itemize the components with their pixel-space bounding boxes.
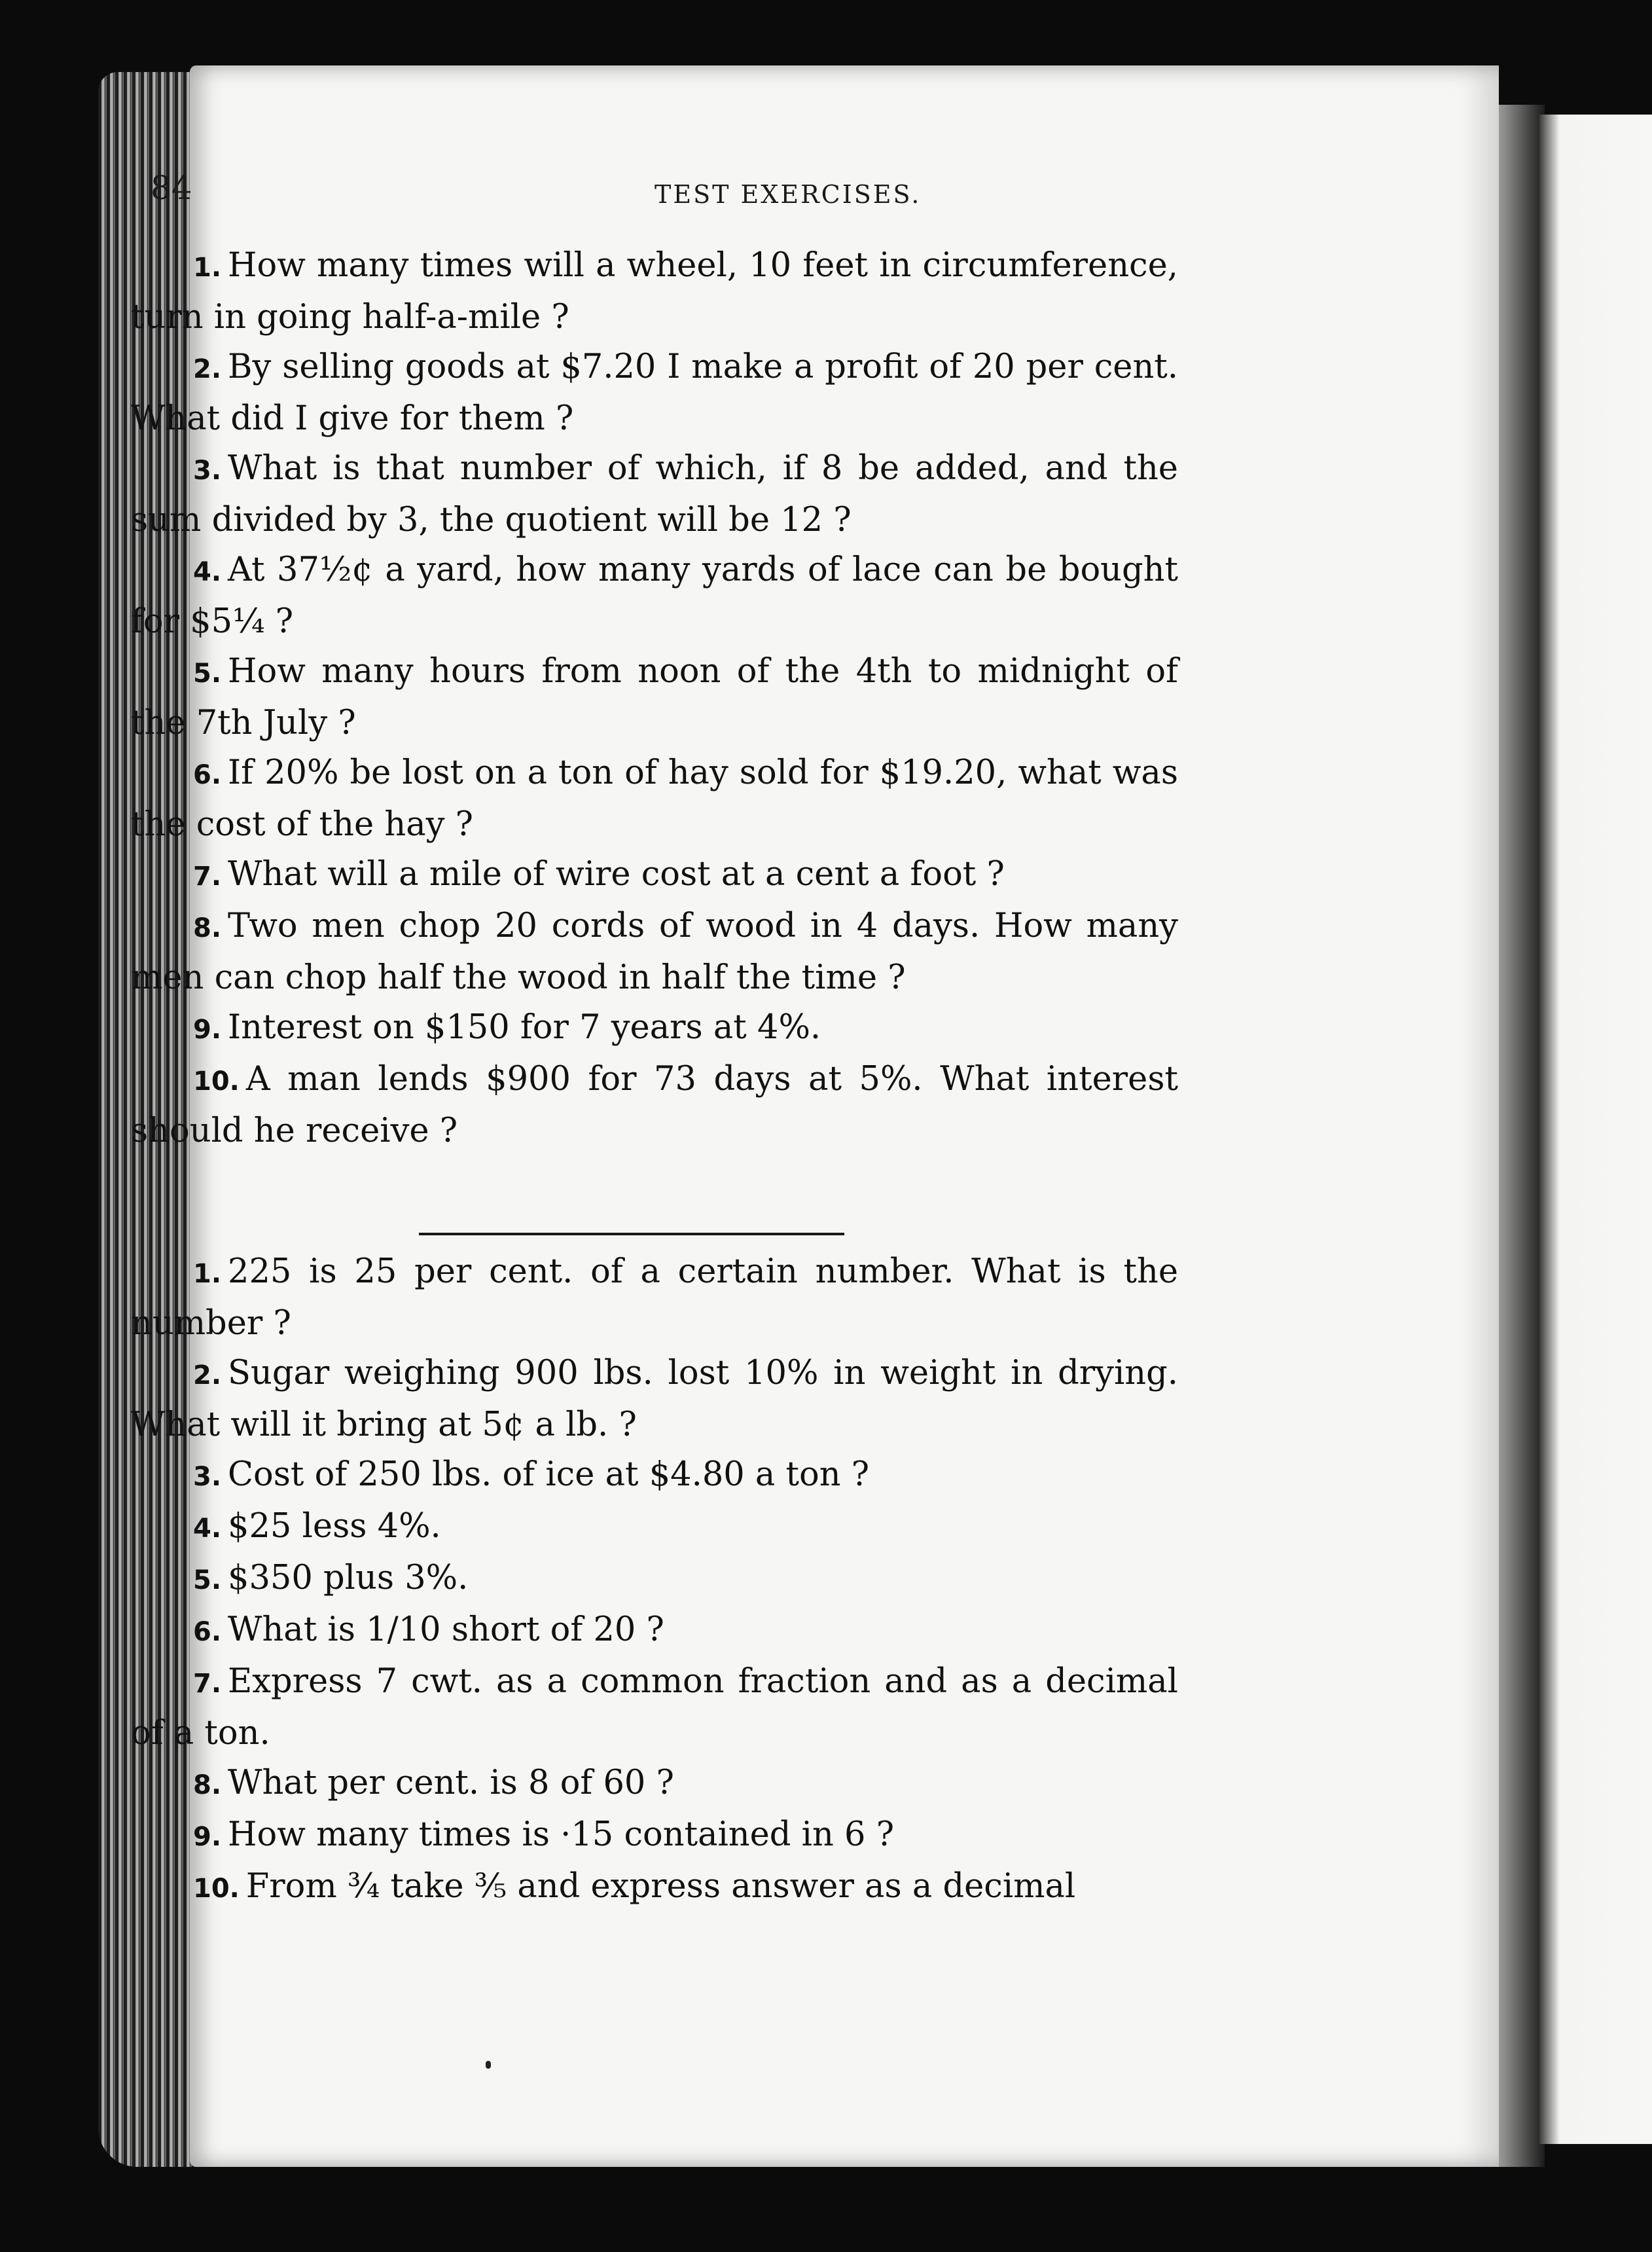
exercise-text: $25 less 4%. [228, 1507, 441, 1546]
exercise-text: How many times will a wheel, 10 feet in circumference, turn in going half-a-mile ? [131, 246, 1178, 336]
exercise-text: At 37½¢ a yard, how many yards of lace can be bought for $5¼ ? [131, 551, 1178, 641]
exercise-item [131, 647, 1178, 748]
exercise-number: 3. [193, 456, 222, 486]
exercise-item [131, 1810, 1178, 1862]
exercise-number: 6. [193, 760, 222, 790]
page-number: 84 [151, 169, 192, 207]
exercise-number: 7. [193, 1669, 222, 1699]
exercise-set-two [131, 1247, 1178, 1914]
exercise-item [131, 1758, 1178, 1810]
ink-speck [486, 2061, 491, 2069]
exercise-number: 6. [193, 1617, 222, 1647]
exercise-number: 8. [193, 1770, 222, 1800]
exercise-text: What is that number of which, if 8 be added, and the sum divided by 3, the quotient will be 12 ? [131, 449, 1178, 539]
exercise-number: 10. [193, 1066, 240, 1097]
exercise-text: Cost of 250 lbs. of ice at $4.80 a ton ? [228, 1455, 870, 1494]
exercise-item [131, 901, 1178, 1003]
exercise-text: $350 plus 3%. [228, 1559, 469, 1597]
exercise-item [131, 1055, 1178, 1156]
exercise-number: 2. [193, 1360, 222, 1390]
exercise-number: 2. [193, 354, 222, 384]
exercise-number: 3. [193, 1462, 222, 1492]
exercise-item [131, 1502, 1178, 1553]
exercise-text: From ¾ take ⅗ and express answer as a decimal [245, 1867, 1076, 1906]
exercise-item [131, 1862, 1178, 1914]
exercise-number: 7. [193, 862, 222, 892]
exercise-number: 5. [193, 659, 222, 689]
exercise-number: 8. [193, 913, 222, 943]
exercise-number: 1. [193, 1259, 222, 1289]
exercise-text: What will a mile of wire cost at a cent a foot ? [228, 855, 1005, 894]
exercise-item [131, 342, 1178, 444]
exercise-text: What is 1/10 short of 20 ? [228, 1610, 664, 1649]
exercise-text: How many times is ·15 contained in 6 ? [228, 1815, 895, 1854]
exercise-item [131, 1003, 1178, 1055]
facing-page [1539, 115, 1652, 2144]
exercise-item [131, 1247, 1178, 1349]
exercise-item [131, 1349, 1178, 1450]
exercise-text: Interest on $150 for 7 years at 4%. [228, 1008, 821, 1047]
exercise-text: Two men chop 20 cords of wood in 4 days. How many men can chop half the wood in half the time ? [131, 907, 1178, 997]
exercise-item [131, 850, 1178, 901]
exercise-item [131, 1553, 1178, 1605]
exercise-number: 1. [193, 253, 222, 283]
exercise-text: Sugar weighing 900 lbs. lost 10% in weight in drying. What will it bring at 5¢ a lb. ? [131, 1354, 1178, 1444]
exercise-text: 225 is 25 per cent. of a certain number. What is the number ? [131, 1252, 1178, 1343]
exercise-item [131, 1450, 1178, 1502]
exercise-number: 9. [193, 1822, 222, 1852]
exercise-text: By selling goods at $7.20 I make a profit of 20 per cent. What did I give for them ? [131, 348, 1178, 438]
exercise-text: What per cent. is 8 of 60 ? [228, 1764, 674, 1802]
exercise-item [131, 1605, 1178, 1657]
section-divider [419, 1233, 844, 1235]
exercise-number: 10. [193, 1874, 240, 1904]
exercise-number: 9. [193, 1015, 222, 1045]
running-head: TEST EXERCISES. [655, 180, 922, 209]
exercise-text: How many hours from noon of the 4th to midnight of the 7th July ? [131, 652, 1178, 742]
exercise-number: 4. [193, 1514, 222, 1544]
exercise-number: 5. [193, 1565, 222, 1595]
exercise-item [131, 545, 1178, 647]
exercise-item [131, 748, 1178, 850]
exercise-item [131, 444, 1178, 545]
exercise-text: A man lends $900 for 73 days at 5%. What interest should he receive ? [131, 1060, 1178, 1150]
exercise-set-one [131, 241, 1178, 1156]
exercise-item [131, 241, 1178, 342]
exercise-text: Express 7 cwt. as a common fraction and as a decimal of a ton. [131, 1662, 1178, 1753]
exercise-item [131, 1657, 1178, 1758]
exercise-number: 4. [193, 557, 222, 587]
exercise-text: If 20% be lost on a ton of hay sold for $19.20, what was the cost of the hay ? [131, 754, 1178, 844]
